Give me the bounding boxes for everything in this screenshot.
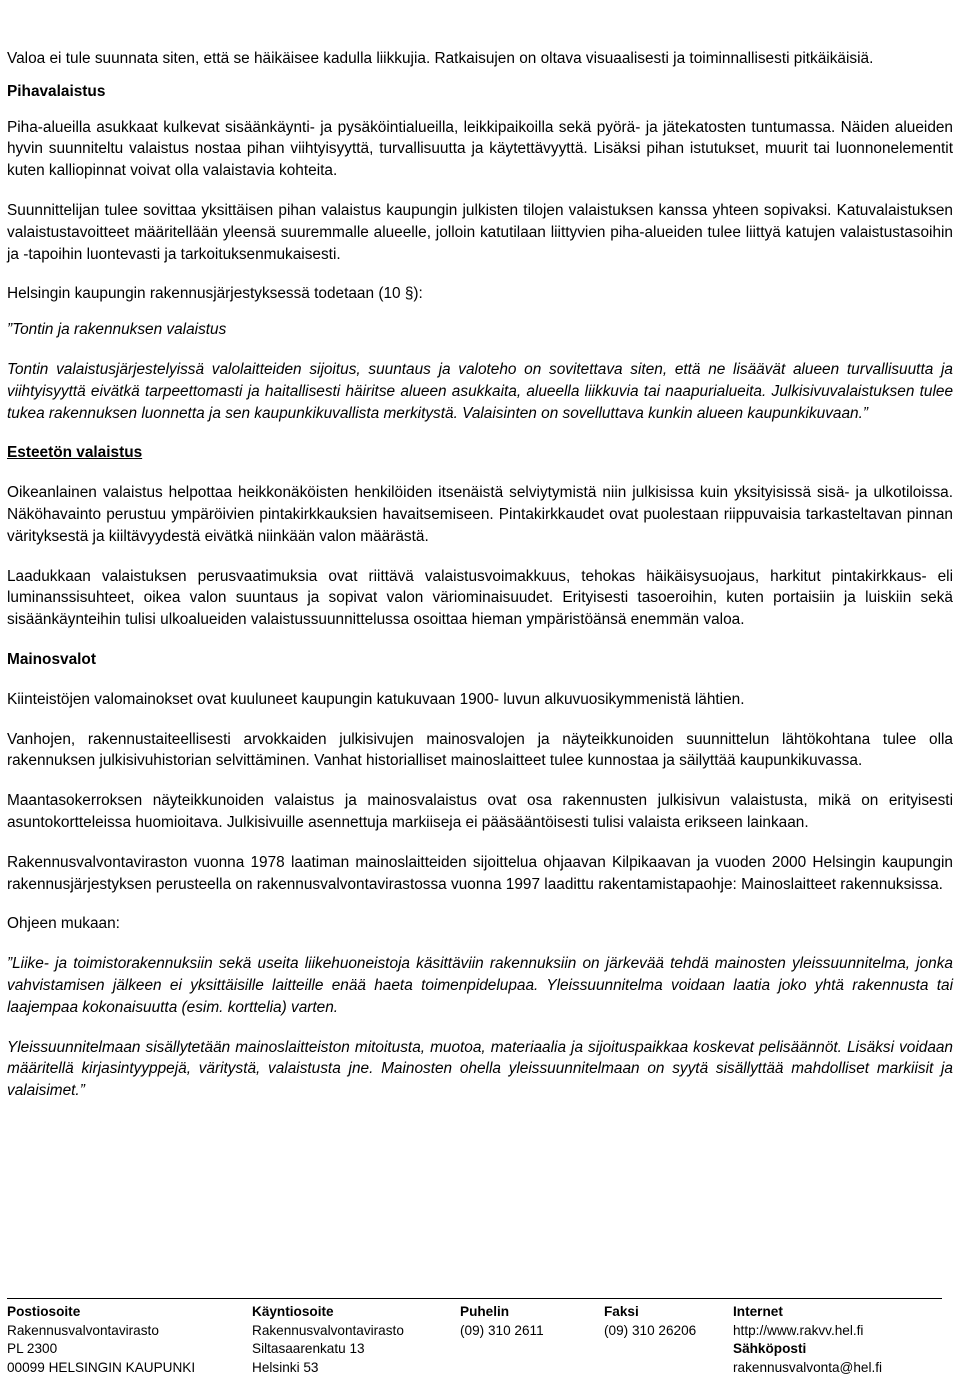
heading-pihavalaistus: Pihavalaistus [7,81,953,103]
paragraph-intro: Valoa ei tule suunnata siten, että se häikäisee kadulla liikkujia. Ratkaisujen on oltava visuaalisesti ja toiminnallisesti pitkäikäisiä. [7,48,953,70]
heading-mainosvalot: Mainosvalot [7,649,953,671]
footer-kayntiosoite [252,1303,404,1377]
footer-heading: Käyntiosoite [252,1303,404,1322]
footer-internet [733,1303,882,1377]
footer-phone: (09) 310 2611 [460,1322,544,1341]
paragraph-suunnittelija: Suunnittelijan tulee sovittaa yksittäisen pihan valaistus kaupungin julkisten tilojen valaistuksen kanssa yhteen sopivaksi. Katuvalaistuksen valaistustavoitteet määritellään yleensä suuremmalle alueelle, jolloin katutilaan liittyvien piha-alueiden tulee liittyä katujen valaistustasoihin ja -tapoihin luontevasti ja tarkoituksenmukaisesti. [7,200,953,265]
footer-line: Rakennusvalvontavirasto [252,1322,404,1341]
footer-faksi [604,1303,696,1340]
paragraph-maantaso: Maantasokerroksen näyteikkunoiden valaistus ja mainosvalaistus ovat osa rakennusten julkisivun valaistusta, mikä on erityisesti asuntokortteleissa huomioitava. Julkisivuille asennettuja markiiseja ei pääsääntöisesti tulisi valaista erikseen lainkaan. [7,790,953,834]
paragraph-vanhojen: Vanhojen, rakennustaiteellisesti arvokkaiden julkisivujen mainosvalojen ja näyteikkunoiden suunnittelun lähtökohtana tulee olla rakennuksen julkisivuhistorian selvittäminen. Vanhat historialliset mainoslaitteet tulee kunnostaa ja säilyttää kaupunkikuvassa. [7,729,953,773]
paragraph-oikeanlainen: Oikeanlainen valaistus helpottaa heikkonäköisten henkilöiden itsenäistä selviytymistä niin julkisissa kuin yksityisissä sisä- ja ulkotiloissa. Näköhavainto perustuu ympäröivien pintakirkkauksien havaitsemiseen. Pintakirkkaudet ovat puolestaan riippuvaisia tarkasteltavan pinnan värityksestä ja kiiltävyydestä eivätkä niinkään valon määrästä. [7,482,953,547]
paragraph-kiinteistojen: Kiinteistöjen valomainokset ovat kuuluneet kaupungin katukuvaan 1900- luvun alkuvuosikymmenistä lähtien. [7,689,953,711]
footer-line: Rakennusvalvontavirasto [7,1322,195,1341]
paragraph-rakennusjarjestys: Helsingin kaupungin rakennusjärjestyksessä todetaan (10 §): [7,283,953,305]
footer-puhelin [460,1303,544,1340]
paragraph-laadukkaan: Laadukkaan valaistuksen perusvaatimuksia ovat riittävä valaistusvoimakkuus, tehokas häikäisysuojaus, harkitut pintakirkkaus- eli luminanssisuhteet, oikea valon suuntaus ja sopivat valon väriominaisuudet. Erityisesti tasoeroihin, kuten portaisiin ja luiskiin sekä sisäänkäynteihin tulisi ulkoalueiden valaistussuunnittelussa osoittaa hieman ympäristöänsä enemmän valoa. [7,566,953,631]
page-footer [7,1298,942,1302]
quote-tontin-valaistus: Tontin valaistusjärjestelyissä valolaitteiden sijoitus, suuntaus ja valoteho on sovitettava siten, että ne lisäävät alueen turvallisuutta ja viihtyisyyttä eivätkä tarpeettomasti ja haitallisesti häiritse alueen asukkaita, alueella liikkuvia tai naapurialueita. Julkisivuvalaistuksen tulee tukea rakennuksen luonnetta ja sen kaupunkikuvallista merkitystä. Valaisinten on sovelluttava kunkin alueen kaupunkikuvaan.” [7,359,953,424]
quote-liike: ”Liike- ja toimistorakennuksiin sekä useita liikehuoneistoja käsittäviin rakennuksiin on järkevää tehdä mainosten yleissuunnitelma, jonka vahvistamisen jälkeen ei yksittäisille laitteille enää haeta toimenpidelupaa. Yleissuunnitelma voidaan laatia joko yhtä rakennusta tai laajempaa kokonaisuutta (esim. korttelia) varten. [7,953,953,1018]
heading-esteeton-valaistus: Esteetön valaistus [7,442,953,464]
footer-heading: Postiosoite [7,1303,195,1322]
footer-heading: Faksi [604,1303,696,1322]
quote-yleissuunnitelma: Yleissuunnitelmaan sisällytetään mainoslaitteiston mitoitusta, muotoa, materiaalia ja sijoituspaikkaa koskevat pelisäännöt. Lisäksi voidaan määritellä kirjasintyyppejä, väritystä, valaistusta jne. Mainosten ohella yleissuunnitelmaan on syytä sisällyttää mahdolliset markiisit ja valaisimet.” [7,1037,953,1102]
footer-line: 00099 HELSINGIN KAUPUNKI [7,1359,195,1377]
paragraph-ohjeen-mukaan: Ohjeen mukaan: [7,913,953,935]
paragraph-rakennusvalvontavirasto: Rakennusvalvontaviraston vuonna 1978 laatiman mainoslaitteiden sijoittelua ohjaavan Kilpikaavan ja vuoden 2000 Helsingin kaupungin rakennusjärjestyksen perusteella on rakennusvalvontavirastossa vuonna 1997 laadittu rakentamistapaohje: Mainoslaitteet rakennuksissa. [7,852,953,896]
footer-fax: (09) 310 26206 [604,1322,696,1341]
footer-line: Helsinki 53 [252,1359,404,1377]
document-body [7,48,953,1102]
footer-heading: Sähköposti [733,1340,882,1359]
footer-postiosoite [7,1303,195,1377]
footer-email-link[interactable]: rakennusvalvonta@hel.fi [733,1359,882,1377]
footer-line: Siltasaarenkatu 13 [252,1340,404,1359]
paragraph-piha: Piha-alueilla asukkaat kulkevat sisäänkäynti- ja pysäköintialueilla, leikkipaikoilla sekä pyörä- ja jätekatosten tuntumassa. Näiden alueiden hyvin suunniteltu valaistus nostaa pihan viihtyisyyttä, turvallisuutta ja käytettävyyttä. Lisäksi pihan istutukset, muurit tai luonnonelementit kuten kalliopinnat voivat olla valaistavia kohteita. [7,117,953,182]
footer-line: PL 2300 [7,1340,195,1359]
footer-heading: Internet [733,1303,882,1322]
footer-website-link[interactable]: http://www.rakvv.hel.fi [733,1322,882,1341]
quote-heading: ”Tontin ja rakennuksen valaistus [7,319,953,341]
footer-heading: Puhelin [460,1303,544,1322]
